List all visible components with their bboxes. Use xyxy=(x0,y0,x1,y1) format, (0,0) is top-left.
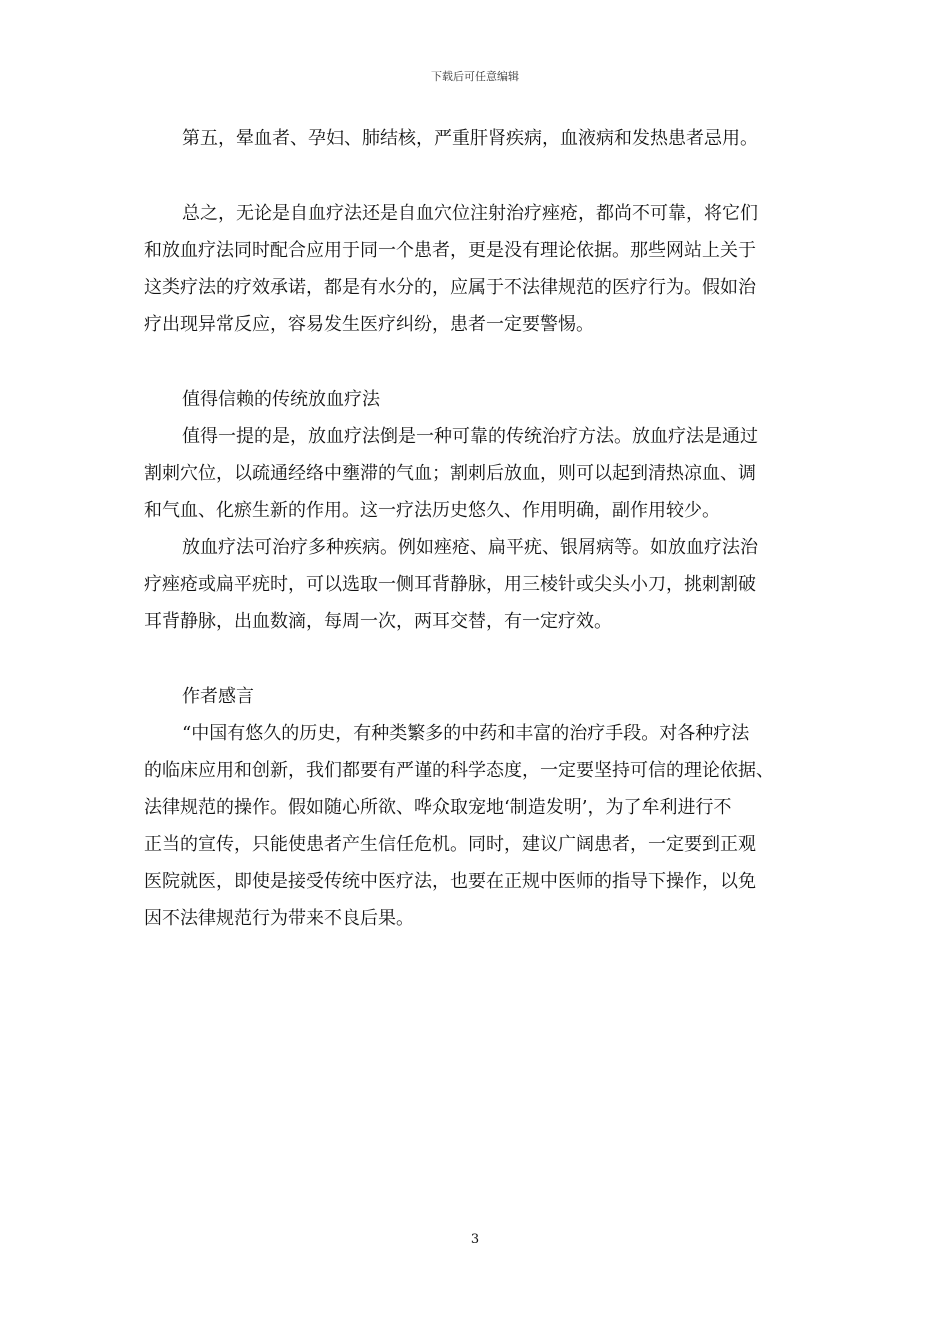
paragraph-fifth-point xyxy=(144,120,806,157)
text-line: 值得一提的是，放血疗法倒是一种可靠的传统治疗方法。放血疗法是通过 xyxy=(182,426,758,447)
text-line: 耳背静脉，出血数滴，每周一次，两耳交替，有一定疗效。 xyxy=(144,611,612,632)
text-line: 割刺穴位，以疏通经络中壅滞的气血；割刺后放血，则可以起到清热凉血、调 xyxy=(144,463,756,484)
text-line: 法律规范的操作。假如随心所欲、哗众取宠地‘制造发明’，为了牟利进行不 xyxy=(144,797,732,818)
text-line: 第五，晕血者、孕妇、肺结核，严重肝肾疾病，血液病和发热患者忌用。 xyxy=(182,128,758,149)
text-line: 和放血疗法同时配合应用于同一个患者，更是没有理论依据。那些网站上关于 xyxy=(144,240,756,261)
section-heading-bloodletting: 值得信赖的传统放血疗法 xyxy=(182,389,380,410)
text-line: 疗出现异常反应，容易发生医疗纠纷，患者一定要警惕。 xyxy=(144,314,594,335)
section-heading-author: 作者感言 xyxy=(182,686,254,707)
page-number: 3 xyxy=(470,1232,480,1247)
paragraph-author-remarks xyxy=(144,715,806,937)
text-line: 医院就医，即使是接受传统中医疗法，也要在正规中医师的指导下操作，以免 xyxy=(144,871,756,892)
header-note: 下载后可任意编辑 xyxy=(431,70,519,83)
document-body xyxy=(144,120,806,937)
text-line: 因不法律规范行为带来不良后果。 xyxy=(144,908,414,929)
text-line: 放血疗法可治疗多种疾病。例如痤疮、扁平疣、银屑病等。如放血疗法治 xyxy=(182,537,758,558)
paragraph-bloodletting-intro xyxy=(144,418,806,529)
paragraph-summary xyxy=(144,195,806,343)
text-line: “中国有悠久的历史，有种类繁多的中药和丰富的治疗手段。对各种疗法 xyxy=(182,723,750,744)
text-line: 疗痤疮或扁平疣时，可以选取一侧耳背静脉，用三棱针或尖头小刀，挑刺割破 xyxy=(144,574,756,595)
text-line: 和气血、化瘀生新的作用。这一疗法历史悠久、作用明确，副作用较少。 xyxy=(144,500,720,521)
paragraph-bloodletting-diseases xyxy=(144,529,806,640)
text-line: 这类疗法的疗效承诺，都是有水分的，应属于不法律规范的医疗行为。假如治 xyxy=(144,277,756,298)
text-line: 的临床应用和创新，我们都要有严谨的科学态度，一定要坚持可信的理论依据、 xyxy=(144,760,774,781)
text-line: 正当的宣传，只能使患者产生信任危机。同时，建议广阔患者，一定要到正观 xyxy=(144,834,756,855)
text-line: 总之，无论是自血疗法还是自血穴位注射治疗痤疮，都尚不可靠，将它们 xyxy=(182,203,758,224)
